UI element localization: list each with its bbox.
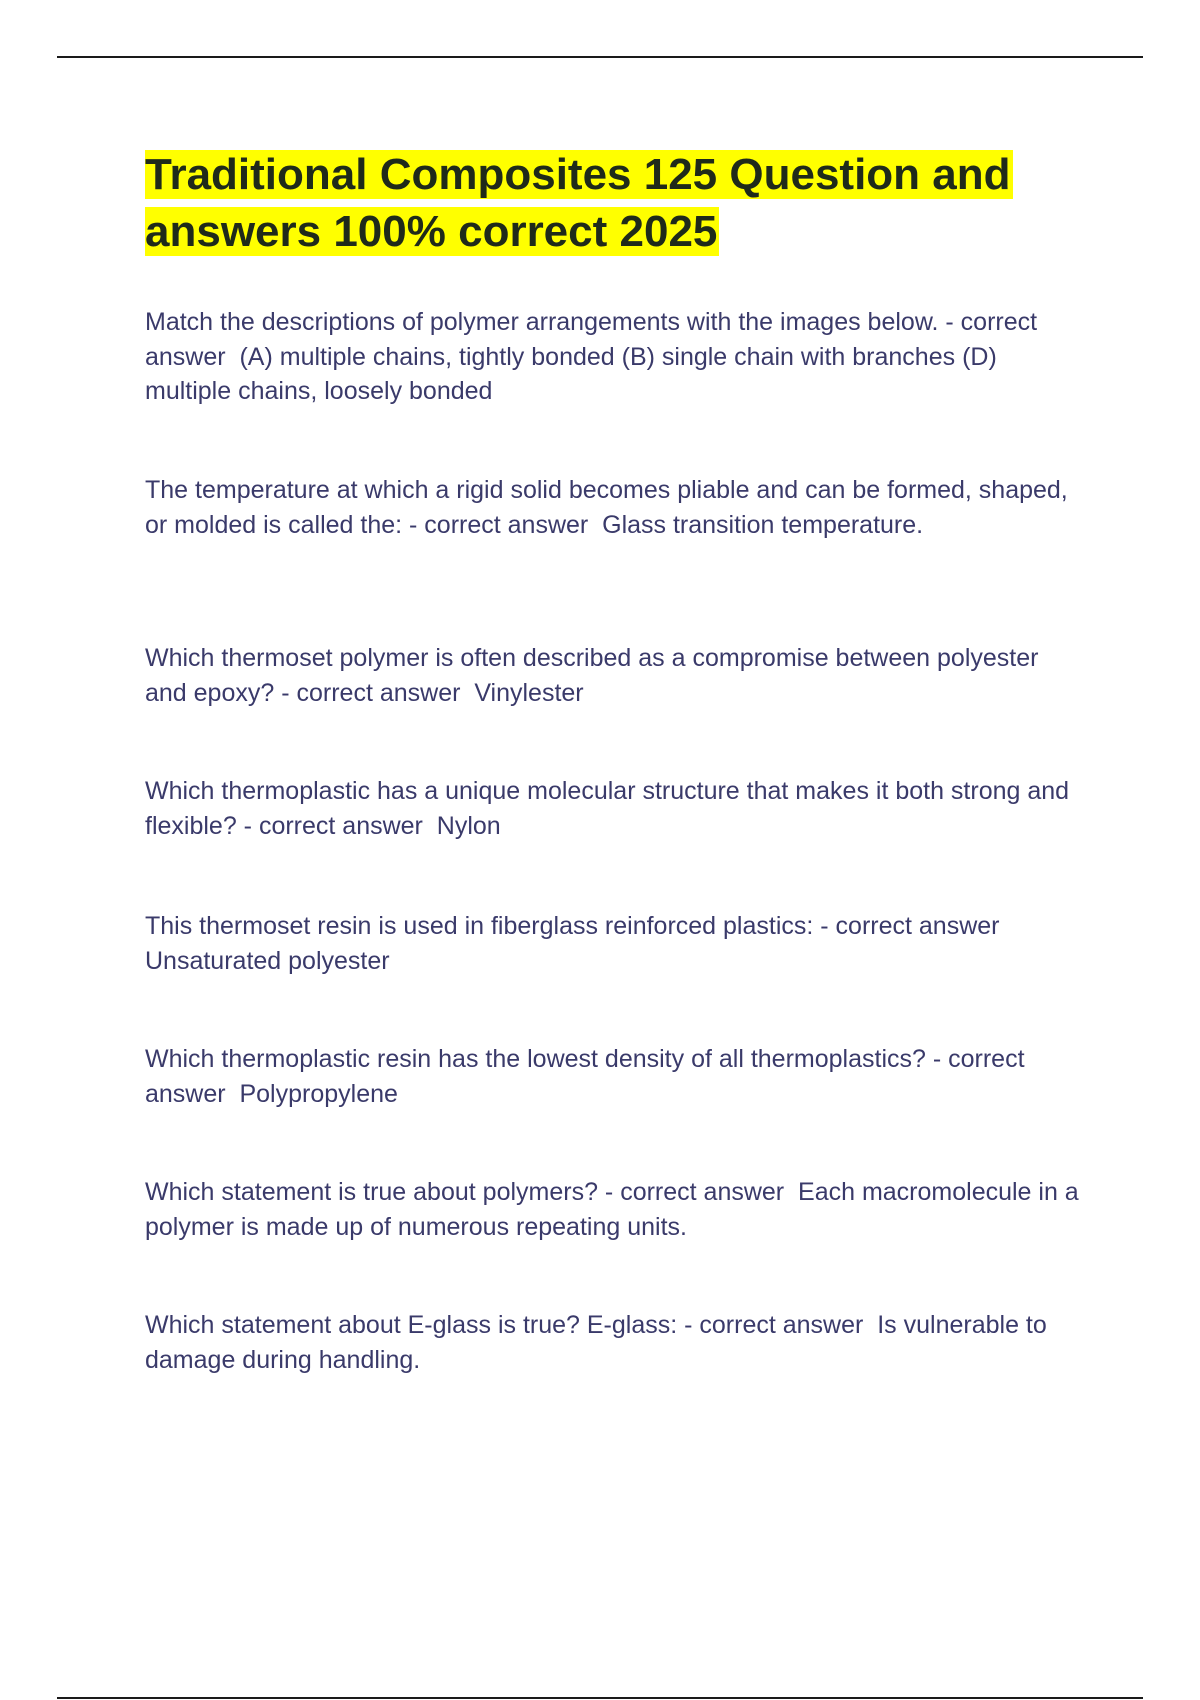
qa-item-7: Which statement is true about polymers? - correct answer Each macromolecule in a polymer is made up of numerous repeating units. — [145, 1178, 1086, 1241]
top-divider — [57, 56, 1143, 58]
qa-item-5: This thermoset resin is used in fiberglass reinforced plastics: - correct answer Unsaturated polyester — [145, 912, 1014, 975]
qa-item-6: Which thermoplastic resin has the lowest density of all thermoplastics? - correct answer Polypropylene — [145, 1045, 1032, 1108]
qa-item-2: The temperature at which a rigid solid becomes pliable and can be formed, shaped, or molded is called the: - correct answer Glass transition temperature. — [145, 476, 1075, 539]
qa-item-4: Which thermoplastic has a unique molecular structure that makes it both strong and flexible? - correct answer Nylon — [145, 777, 1077, 840]
qa-item-3: Which thermoset polymer is often described as a compromise between polyester and epoxy? - correct answer Vinylester — [145, 644, 1046, 707]
qa-item-1: Match the descriptions of polymer arrangements with the images below. - correct answer (A) multiple chains, tightly bonded (B) single chain with branches (D) multiple chains, loosely bonded — [145, 308, 1045, 405]
qa-item-8: Which statement about E-glass is true? E-glass: - correct answer Is vulnerable to damage during handling. — [145, 1311, 1054, 1374]
title-highlight: Traditional Composites 125 Question and answers 100% correct 2025 — [145, 150, 1011, 256]
bottom-divider — [57, 1697, 1143, 1699]
document-title — [145, 146, 1105, 260]
